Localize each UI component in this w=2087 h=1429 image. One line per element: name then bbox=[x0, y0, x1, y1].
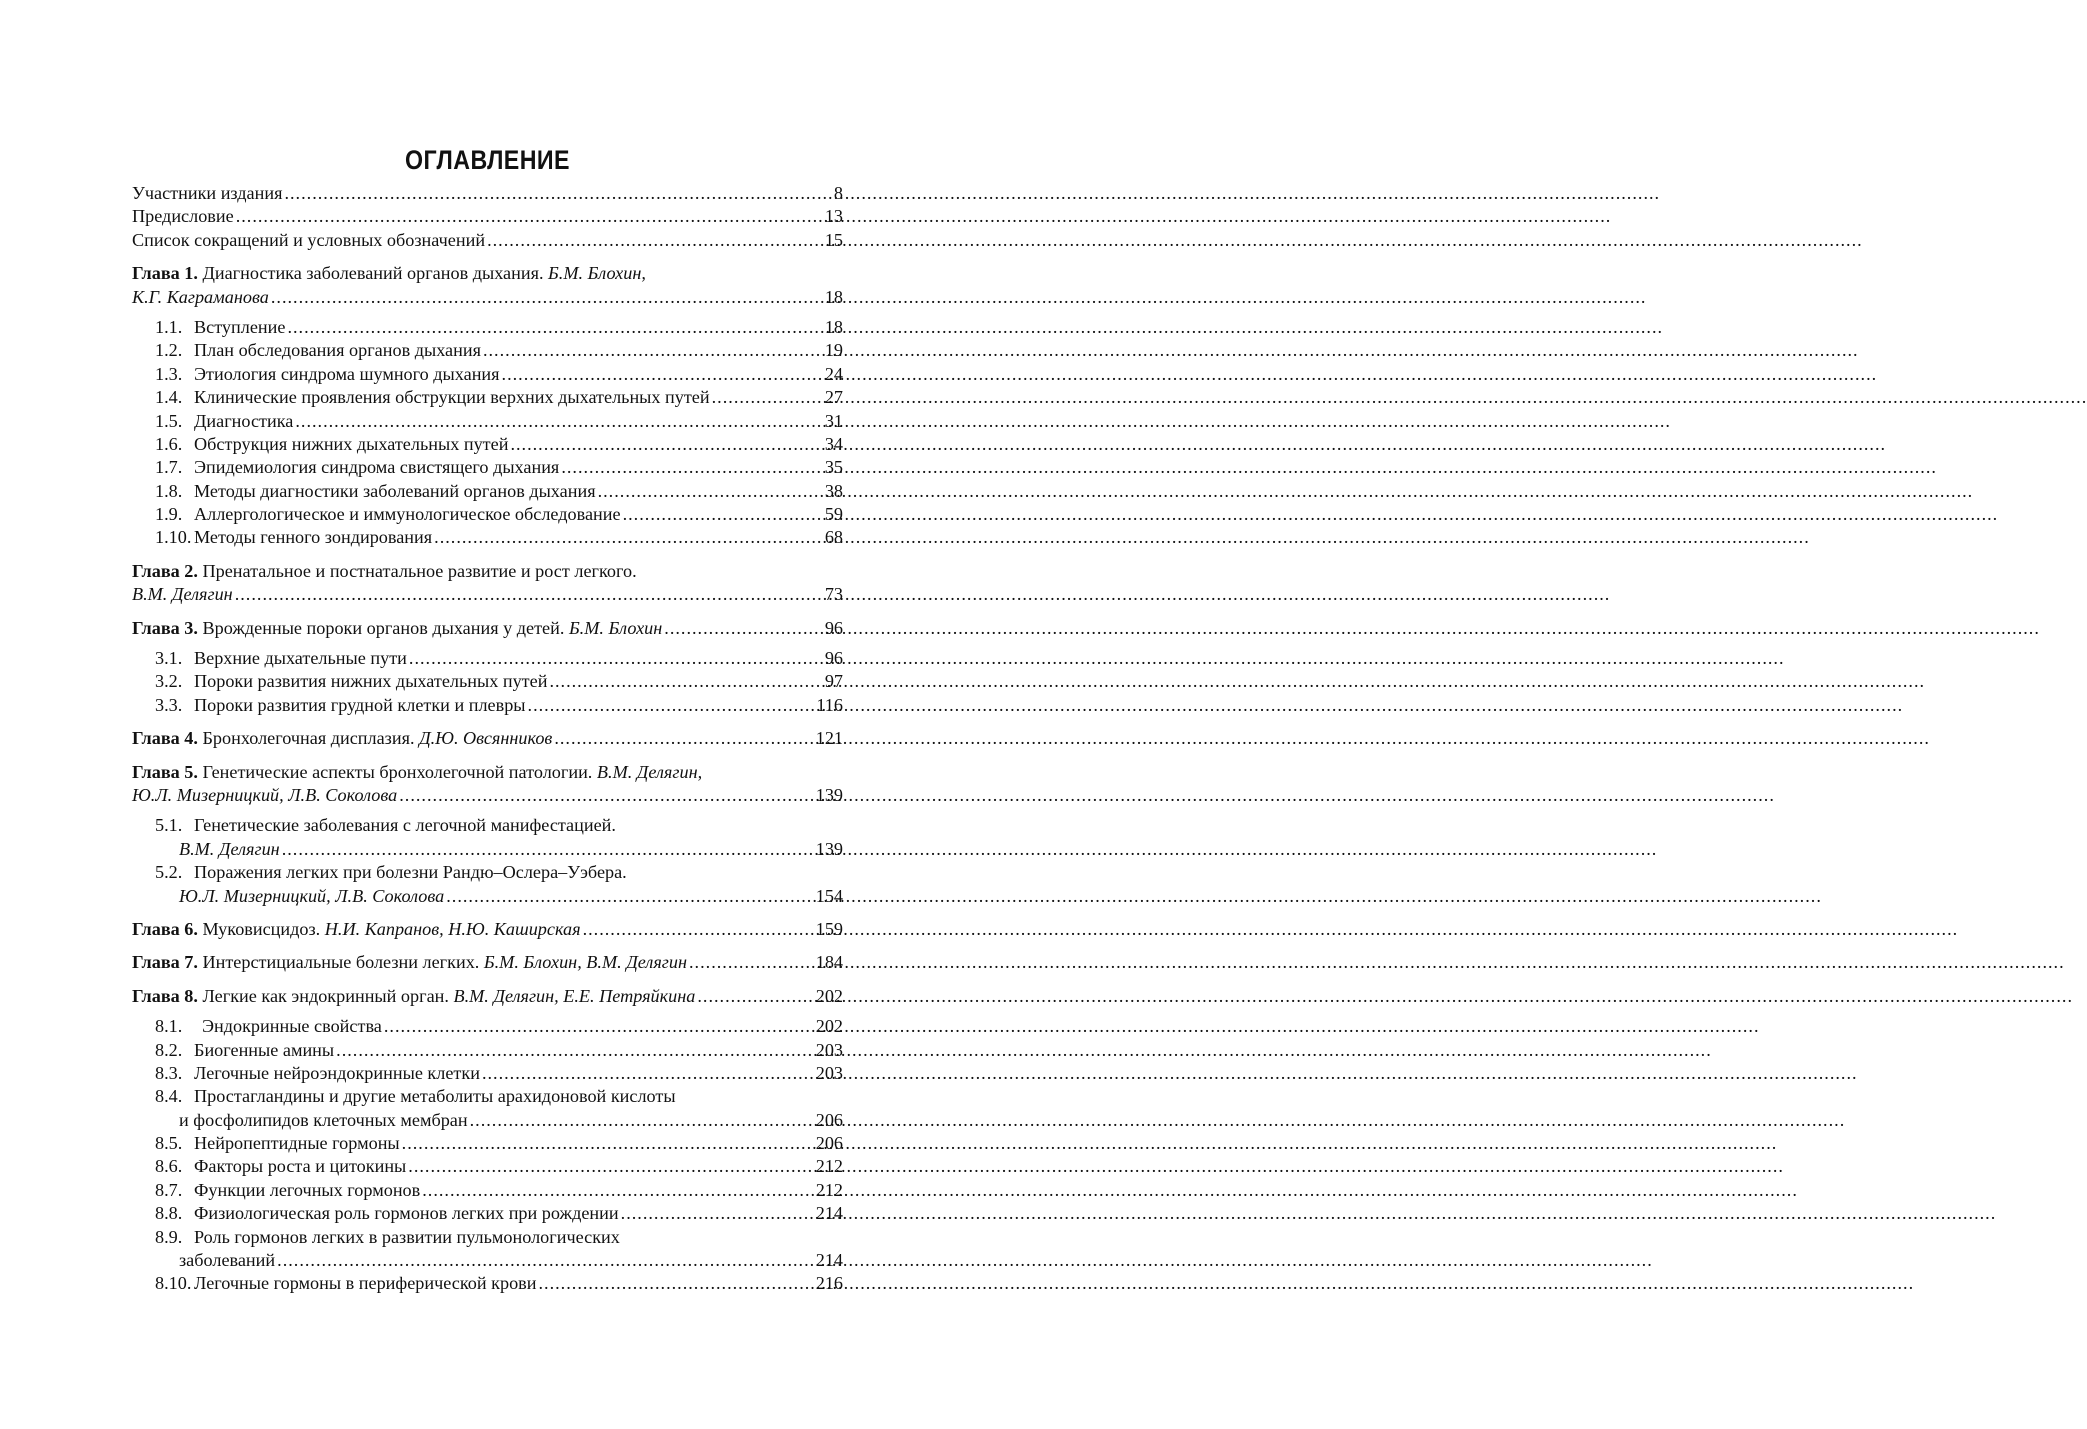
section-number: 8.9. bbox=[155, 1226, 183, 1247]
dot-leader bbox=[434, 526, 823, 549]
dot-leader bbox=[561, 456, 823, 479]
page-number: 203 bbox=[815, 1039, 843, 1060]
page-number: 24 bbox=[824, 363, 843, 384]
chapter-heading-cont bbox=[132, 583, 843, 606]
chapter-5[interactable] bbox=[132, 761, 843, 808]
page-number: 212 bbox=[815, 1179, 843, 1200]
entry-text: Список сокращений и условных обозначений bbox=[132, 229, 486, 250]
chapter-authors: В.М. Делягин, Е.Е. Петряйкина bbox=[453, 985, 696, 1006]
dot-leader bbox=[697, 985, 813, 1008]
toc-entry-contributors[interactable] bbox=[132, 182, 843, 205]
page-number: 68 bbox=[824, 527, 843, 548]
section-number: 3.2. bbox=[155, 671, 183, 692]
page-number: 73 bbox=[824, 584, 843, 605]
dot-leader bbox=[583, 918, 814, 941]
chapter-4[interactable] bbox=[132, 727, 843, 750]
chapter-title: Легкие как эндокринный орган. bbox=[202, 985, 449, 1006]
chapter-heading bbox=[132, 727, 843, 750]
chapter-label: Глава 5. bbox=[132, 761, 198, 782]
dot-leader bbox=[409, 647, 823, 670]
dot-leader bbox=[528, 694, 815, 717]
toc-subentry[interactable] bbox=[132, 456, 843, 479]
toc-subentry-cont bbox=[132, 1249, 843, 1272]
dot-leader bbox=[295, 410, 822, 433]
toc-subentry[interactable] bbox=[132, 1226, 843, 1249]
dot-leader bbox=[487, 229, 823, 252]
section-number: 8.6. bbox=[155, 1156, 183, 1177]
toc-page bbox=[132, 140, 843, 1296]
entry-text: Участники издания bbox=[132, 183, 283, 203]
chapter-heading bbox=[132, 761, 843, 784]
dot-leader bbox=[502, 363, 823, 386]
entry-text: Пороки развития нижних дыхательных путей bbox=[194, 671, 548, 692]
chapter-label: Глава 8. bbox=[132, 985, 198, 1006]
page-number: 13 bbox=[824, 206, 843, 227]
toc-subentry[interactable] bbox=[132, 1179, 843, 1202]
chapter-7[interactable] bbox=[132, 951, 843, 974]
chapter-title: Интерстициальные болезни легких. bbox=[202, 952, 480, 973]
chapter-label: Глава 7. bbox=[132, 952, 198, 973]
dot-leader bbox=[664, 617, 823, 640]
dot-leader bbox=[549, 670, 822, 693]
chapter-label: Глава 2. bbox=[132, 560, 198, 581]
dot-leader bbox=[399, 784, 813, 807]
page-number: 96 bbox=[824, 617, 843, 638]
chapter-heading-cont bbox=[132, 784, 843, 807]
section-number: 8.8. bbox=[155, 1203, 183, 1224]
page-number: 214 bbox=[815, 1203, 843, 1224]
toc-entry-preface[interactable] bbox=[132, 205, 843, 228]
page-number: 15 bbox=[824, 229, 843, 250]
section-number: 1.10. bbox=[155, 527, 192, 548]
toc-subentry[interactable] bbox=[132, 316, 843, 339]
section-number: 8.7. bbox=[155, 1179, 183, 1200]
entry-text: Аллергологическое и иммунологическое обследование bbox=[194, 504, 621, 525]
chapter-label: Глава 1. bbox=[132, 263, 198, 284]
chapter-title: Муковисцидоз. bbox=[202, 918, 321, 939]
page-number: 139 bbox=[815, 784, 843, 805]
entry-text: Генетические заболевания с легочной манифестацией. bbox=[194, 815, 616, 836]
toc-subentry[interactable] bbox=[132, 1202, 843, 1225]
section-number: 8.10. bbox=[155, 1273, 192, 1294]
toc-subentry[interactable] bbox=[132, 1155, 843, 1178]
page-number: 8 bbox=[833, 183, 843, 203]
dot-leader bbox=[483, 339, 823, 362]
page-number: 31 bbox=[824, 410, 843, 431]
chapter-title: Врожденные пороки органов дыхания у детей. bbox=[202, 617, 565, 638]
toc-subentry[interactable] bbox=[132, 339, 843, 362]
page-number: 202 bbox=[815, 1016, 843, 1037]
page-number: 202 bbox=[815, 985, 843, 1006]
dot-leader bbox=[538, 1272, 813, 1295]
entry-text: Факторы роста и цитокины bbox=[194, 1156, 407, 1177]
chapter-label: Глава 6. bbox=[132, 918, 198, 939]
toc-subentry[interactable] bbox=[132, 861, 843, 884]
chapter-heading bbox=[132, 985, 843, 1008]
toc-title: ОГЛАВЛЕНИЕ bbox=[405, 145, 570, 175]
section-number: 1.6. bbox=[155, 433, 183, 454]
page-number: 154 bbox=[815, 885, 843, 906]
chapter-authors: Б.М. Блохин bbox=[568, 617, 663, 638]
toc-entry-abbreviations[interactable] bbox=[132, 229, 843, 252]
section-number: 1.1. bbox=[155, 316, 183, 337]
dot-leader bbox=[336, 1039, 814, 1062]
toc-subentry[interactable] bbox=[132, 503, 843, 526]
chapter-heading bbox=[132, 918, 843, 941]
section-number: 8.3. bbox=[155, 1062, 183, 1083]
section-number: 8.5. bbox=[155, 1133, 183, 1154]
dot-leader bbox=[282, 838, 814, 861]
chapter-3[interactable] bbox=[132, 617, 843, 640]
entry-text: Простагландины и другие метаболиты арахидоновой кислоты bbox=[194, 1086, 676, 1107]
section-number: 1.7. bbox=[155, 457, 183, 478]
page-number: 121 bbox=[815, 728, 843, 749]
toc-subentry[interactable] bbox=[132, 1062, 843, 1085]
entry-text: Верхние дыхательные пути bbox=[194, 648, 407, 669]
chapter-authors: Ю.Л. Мизерницкий, Л.В. Соколова bbox=[132, 784, 398, 805]
chapter-1[interactable] bbox=[132, 262, 843, 309]
page-number: 214 bbox=[815, 1250, 843, 1271]
dot-leader bbox=[623, 503, 823, 526]
toc-subentry[interactable] bbox=[132, 410, 843, 433]
section-number: 1.5. bbox=[155, 410, 183, 431]
dot-leader bbox=[384, 1015, 814, 1038]
dot-leader bbox=[470, 1109, 814, 1132]
page-number: 159 bbox=[815, 918, 843, 939]
toc-subentry[interactable] bbox=[132, 1039, 843, 1062]
page-number: 59 bbox=[824, 504, 843, 525]
dot-leader bbox=[235, 583, 823, 606]
chapter-authors: Б.М. Блохин, bbox=[548, 263, 646, 284]
page-number: 19 bbox=[824, 340, 843, 361]
dot-leader bbox=[422, 1179, 813, 1202]
dot-leader bbox=[621, 1202, 814, 1225]
chapter-authors: Н.И. Капранов, Н.Ю. Каширская bbox=[324, 918, 581, 939]
chapter-heading bbox=[132, 951, 843, 974]
chapter-heading bbox=[132, 262, 843, 285]
toc-subentry-cont bbox=[132, 885, 843, 908]
page-number: 212 bbox=[815, 1156, 843, 1177]
entry-text-cont: и фосфолипидов клеточных мембран bbox=[179, 1109, 468, 1130]
chapter-title: Генетические аспекты бронхолегочной патологии. bbox=[202, 761, 593, 782]
dot-leader bbox=[287, 316, 822, 339]
toc-subentry-cont bbox=[132, 838, 843, 861]
toc-subentry[interactable] bbox=[132, 670, 843, 693]
dot-leader bbox=[482, 1062, 814, 1085]
dot-leader bbox=[510, 433, 822, 456]
page-number: 18 bbox=[824, 286, 843, 307]
page-number: 184 bbox=[815, 952, 843, 973]
entry-text: Функции легочных гормонов bbox=[194, 1179, 421, 1200]
entry-text: Этиология синдрома шумного дыхания bbox=[194, 363, 500, 384]
chapter-label: Глава 4. bbox=[132, 728, 198, 749]
section-number: 1.3. bbox=[155, 363, 183, 384]
section-number: 3.1. bbox=[155, 648, 183, 669]
toc-subentry[interactable] bbox=[132, 1015, 843, 1038]
entry-text: Пороки развития грудной клетки и плевры bbox=[194, 694, 526, 715]
chapter-heading bbox=[132, 617, 843, 640]
page-number: 27 bbox=[824, 387, 843, 408]
dot-leader bbox=[446, 885, 813, 908]
chapter-authors: Б.М. Блохин, В.М. Делягин bbox=[483, 952, 687, 973]
dot-leader bbox=[712, 386, 823, 409]
entry-authors: Ю.Л. Мизерницкий, Л.В. Соколова bbox=[179, 885, 445, 906]
toc-subentry[interactable] bbox=[132, 694, 843, 717]
toc-subentry[interactable] bbox=[132, 1272, 843, 1295]
toc-subentry[interactable] bbox=[132, 433, 843, 456]
page-number: 18 bbox=[824, 316, 843, 337]
entry-authors: В.М. Делягин bbox=[179, 838, 280, 859]
section-number: 3.3. bbox=[155, 694, 183, 715]
chapter-title: Пренатальное и постнатальное развитие и рост легкого. bbox=[202, 560, 637, 581]
entry-text: Вступление bbox=[194, 316, 286, 337]
toc-subentry[interactable] bbox=[132, 1085, 843, 1108]
entry-text-cont: заболеваний bbox=[179, 1250, 276, 1271]
toc-subentry[interactable] bbox=[132, 480, 843, 503]
entry-text: Биогенные амины bbox=[194, 1039, 335, 1060]
toc-subentry[interactable] bbox=[132, 1132, 843, 1155]
toc-subentry[interactable] bbox=[132, 386, 843, 409]
entry-text: Клинические проявления обструкции верхних дыхательных путей bbox=[194, 387, 710, 408]
page-number: 116 bbox=[816, 694, 843, 715]
entry-text: Эндокринные свойства bbox=[202, 1016, 382, 1037]
entry-text: Эпидемиология синдрома свистящего дыхания bbox=[194, 457, 560, 478]
chapter-authors: К.Г. Каграманова bbox=[132, 286, 269, 307]
entry-text: Легочные нейроэндокринные клетки bbox=[194, 1062, 480, 1083]
section-number: 1.8. bbox=[155, 480, 183, 501]
chapter-authors: В.М. Делягин bbox=[132, 584, 233, 605]
chapter-label: Глава 3. bbox=[132, 617, 198, 638]
toc-subentry[interactable] bbox=[132, 363, 843, 386]
section-number: 8.4. bbox=[155, 1086, 183, 1107]
section-number: 8.1. bbox=[155, 1016, 183, 1037]
chapter-heading-cont bbox=[132, 286, 843, 309]
page-number: 139 bbox=[815, 838, 843, 859]
entry-text: План обследования органов дыхания bbox=[194, 340, 481, 361]
entry-text: Методы диагностики заболеваний органов дыхания bbox=[194, 480, 596, 501]
section-number: 1.2. bbox=[155, 340, 183, 361]
page-number: 206 bbox=[815, 1133, 843, 1154]
page-number: 97 bbox=[824, 671, 843, 692]
section-number: 8.2. bbox=[155, 1039, 183, 1060]
dot-leader bbox=[402, 1132, 814, 1155]
page-number: 96 bbox=[824, 648, 843, 669]
chapter-heading bbox=[132, 560, 843, 583]
page-number: 203 bbox=[815, 1062, 843, 1083]
chapter-authors: Д.Ю. Овсянников bbox=[419, 728, 553, 749]
chapter-authors: В.М. Делягин, bbox=[596, 761, 703, 782]
dot-leader bbox=[598, 480, 823, 503]
toc-subentry-cont bbox=[132, 1109, 843, 1132]
section-number: 1.9. bbox=[155, 504, 183, 525]
dot-leader bbox=[236, 205, 823, 228]
page-number: 34 bbox=[824, 433, 843, 454]
chapter-8[interactable] bbox=[132, 985, 843, 1008]
chapter-2[interactable] bbox=[132, 560, 843, 607]
dot-leader bbox=[689, 951, 814, 974]
chapter-title: Бронхолегочная дисплазия. bbox=[202, 728, 415, 749]
chapter-6[interactable] bbox=[132, 918, 843, 941]
page-number: 38 bbox=[824, 480, 843, 501]
section-number: 5.2. bbox=[155, 862, 183, 883]
entry-text: Роль гормонов легких в развитии пульмонологических bbox=[194, 1226, 620, 1247]
dot-leader bbox=[284, 182, 831, 205]
toc-subentry[interactable] bbox=[132, 647, 843, 670]
entry-text: Предисловие bbox=[132, 206, 234, 227]
page-number: 216 bbox=[815, 1273, 843, 1294]
dot-leader bbox=[408, 1155, 813, 1178]
entry-text: Нейропептидные гормоны bbox=[194, 1133, 400, 1154]
entry-text: Физиологическая роль гормонов легких при рождении bbox=[194, 1203, 619, 1224]
entry-text: Легочные гормоны в периферической крови bbox=[194, 1273, 537, 1294]
dot-leader bbox=[277, 1249, 814, 1272]
chapter-title: Диагностика заболеваний органов дыхания. bbox=[202, 263, 544, 284]
entry-text: Поражения легких при болезни Рандю–Ослера–Уэбера. bbox=[194, 862, 627, 883]
entry-text: Диагностика bbox=[194, 410, 294, 431]
page-number: 206 bbox=[815, 1109, 843, 1130]
section-number: 5.1. bbox=[155, 815, 183, 836]
entry-text: Методы генного зондирования bbox=[194, 527, 433, 548]
toc-subentry[interactable] bbox=[132, 526, 843, 549]
section-number: 1.4. bbox=[155, 387, 183, 408]
entry-text: Обструкция нижних дыхательных путей bbox=[194, 433, 509, 454]
dot-leader bbox=[271, 286, 823, 309]
dot-leader bbox=[554, 727, 813, 750]
toc-subentry[interactable] bbox=[132, 814, 843, 837]
page-number: 35 bbox=[824, 457, 843, 478]
